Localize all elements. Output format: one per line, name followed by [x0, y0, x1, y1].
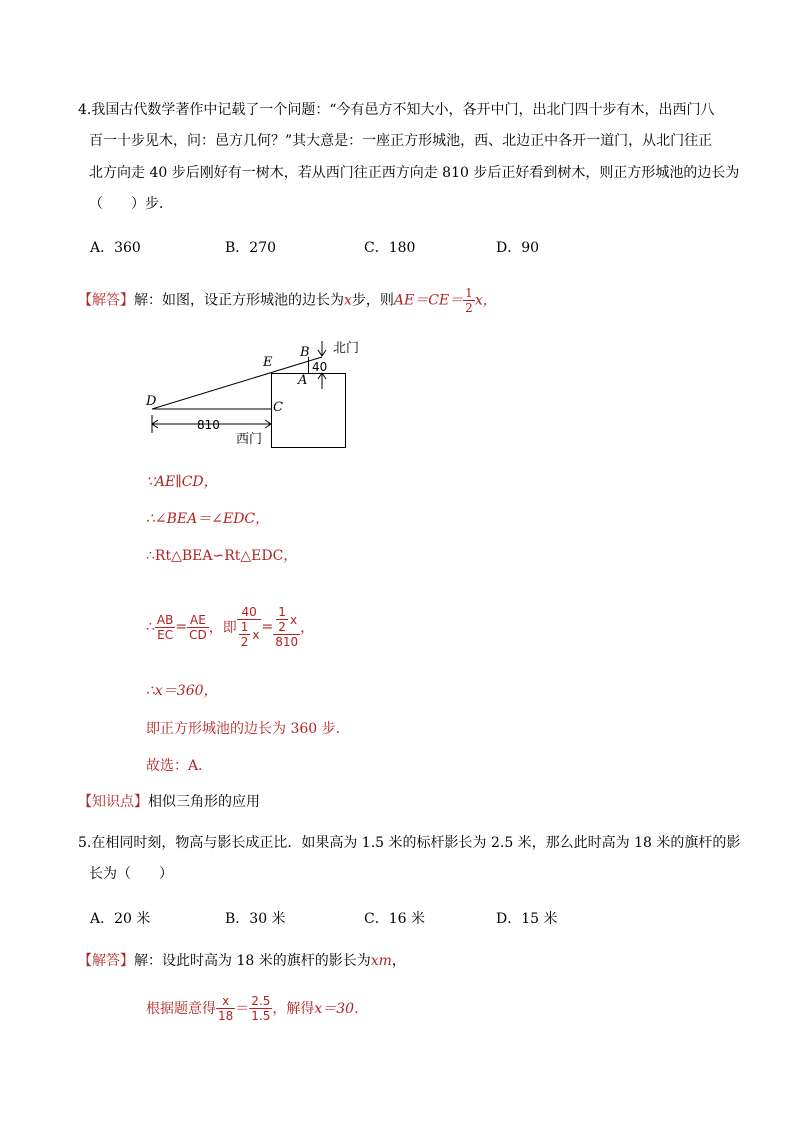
sol5-post: ，解得 [272, 1001, 315, 1017]
fraction-40-over-half-x [237, 605, 262, 649]
equals-sign: = [261, 619, 274, 635]
fraction-x-over-18 [216, 994, 235, 1023]
q4-line-4: （ ）步． [89, 196, 173, 212]
sol5-intro-line [78, 954, 406, 968]
q5-option-b: B．30 米 [225, 911, 286, 927]
sol4-step-4 [146, 592, 314, 662]
sol4-step-2: ∴∠BEA＝∠EDC， [146, 511, 270, 527]
answer-tag: 【解答】 [78, 953, 134, 969]
equals-sign: = [175, 619, 188, 635]
fraction-denominator: 18 [218, 1008, 234, 1023]
fraction-numerator: 1 [278, 605, 286, 619]
sol5-intro: 解：设此时高为 18 米的旗杆的影长为 [134, 953, 371, 969]
sol4-unit: 步，则 [351, 292, 394, 309]
equals-sign: ＝ [235, 1001, 250, 1017]
q5-option-d: D．15 米 [496, 911, 558, 927]
sol5-pre: 根据题意得 [146, 1001, 216, 1017]
fraction-numerator: AE [187, 613, 209, 628]
label-dist-west: 810 [197, 418, 220, 432]
fraction-half-x-over-810 [273, 605, 300, 649]
q5-option-c: C．16 米 [364, 911, 425, 927]
fraction-numerator [273, 605, 300, 635]
label-dist-north: 40 [312, 360, 328, 374]
sol4-eq-tail: x， [474, 292, 497, 309]
knowledge-point [78, 795, 260, 809]
fraction-denominator: 2 [465, 301, 473, 315]
label-west-gate: 西门 [236, 432, 263, 447]
q4-option-a: A．360 [90, 240, 141, 256]
knowledge-tag: 【知识点】 [78, 794, 148, 810]
fraction-denominator: 2 [278, 620, 286, 634]
fraction-ae-cd [187, 613, 209, 642]
fraction-numerator: 1 [240, 620, 249, 634]
sol5-var: xm [370, 953, 392, 969]
label-e: E [263, 355, 273, 370]
q4-line-3: 北方向走 40 步后刚好有一树木，若从西门往正西方向走 810 步后正好看到树木，则正方形城池的边长为 [89, 165, 740, 181]
fraction-half [276, 605, 288, 634]
sol4-step-5: ∴x＝360， [146, 683, 218, 699]
fraction-numerator: 1 [465, 286, 473, 300]
fraction-denominator: EC [157, 627, 174, 642]
variable-x: x [289, 612, 298, 627]
sol4-step-3: ∴Rt△BEA∽Rt△EDC， [146, 548, 298, 564]
sol4-step-6: 即正方形城池的边长为 360 步． [146, 721, 350, 737]
q4-line-1: 4.我国古代数学著作中记载了一个问题：“今有邑方不知大小，各开中门，出北门四十步有木，出西门八 [78, 102, 715, 118]
step-4-tail: ， [300, 620, 315, 636]
fraction-denominator [237, 620, 262, 649]
q5-line-1: 5.在相同时刻，物高与影长成正比．如果高为 1.5 米的标杆影长为 2.5 米，那么此时高为 18 米的旗杆的影 [78, 835, 741, 851]
variable-x: x [252, 627, 260, 642]
q5-line-2: 长为（ ） [89, 866, 173, 882]
fraction-numerator: AB [156, 612, 174, 627]
fraction-half [463, 286, 475, 315]
label-a: A [298, 373, 308, 388]
line-db [152, 357, 322, 409]
sol5-result: x＝30． [314, 1001, 369, 1017]
fraction-numerator: 2.5 [251, 993, 271, 1008]
fraction-ab-ec [155, 613, 175, 642]
ji-word: ，即 [208, 620, 237, 636]
q5-option-a: A．20 米 [90, 911, 151, 927]
knowledge-text: 相似三角形的应用 [148, 794, 260, 810]
sol5-tail: ， [391, 953, 406, 969]
label-b: B [300, 345, 310, 360]
sol4-eq-lhs: AE＝CE＝ [393, 292, 464, 309]
label-d: D [146, 394, 157, 409]
fraction-denominator: CD [189, 627, 207, 642]
label-c: C [273, 400, 283, 415]
answer-tag: 【解答】 [78, 292, 134, 309]
q4-option-d: D．90 [496, 240, 540, 256]
label-north-gate: 北门 [333, 341, 360, 356]
fraction-denominator: 1.5 [251, 1008, 271, 1023]
sol4-var-x: x [344, 292, 352, 309]
sol4-intro-line [78, 286, 497, 315]
fraction-2.5-over-1.5 [249, 994, 272, 1023]
q4-option-c: C．180 [364, 240, 416, 256]
sol4-step-7: 故选：A． [146, 758, 213, 774]
fraction-numerator: x [216, 994, 235, 1009]
q4-option-b: B．270 [225, 240, 277, 256]
fraction-denominator: 810 [275, 635, 299, 649]
fraction-denominator: 2 [240, 635, 249, 649]
fraction-half [239, 620, 251, 649]
therefore-symbol: ∴ [146, 619, 155, 635]
q4-line-2: 百一十步见木，问：邑方几何？”其大意是：一座正方形城池，西、北边正中各开一道门，从北门往正 [89, 133, 713, 149]
sol4-step-1: ∵AE∥CD， [146, 474, 218, 490]
sol5-line-2 [146, 988, 368, 1028]
sol4-intro: 解：如图，设正方形城池的边长为 [134, 292, 344, 309]
fraction-numerator: 40 [237, 605, 262, 620]
